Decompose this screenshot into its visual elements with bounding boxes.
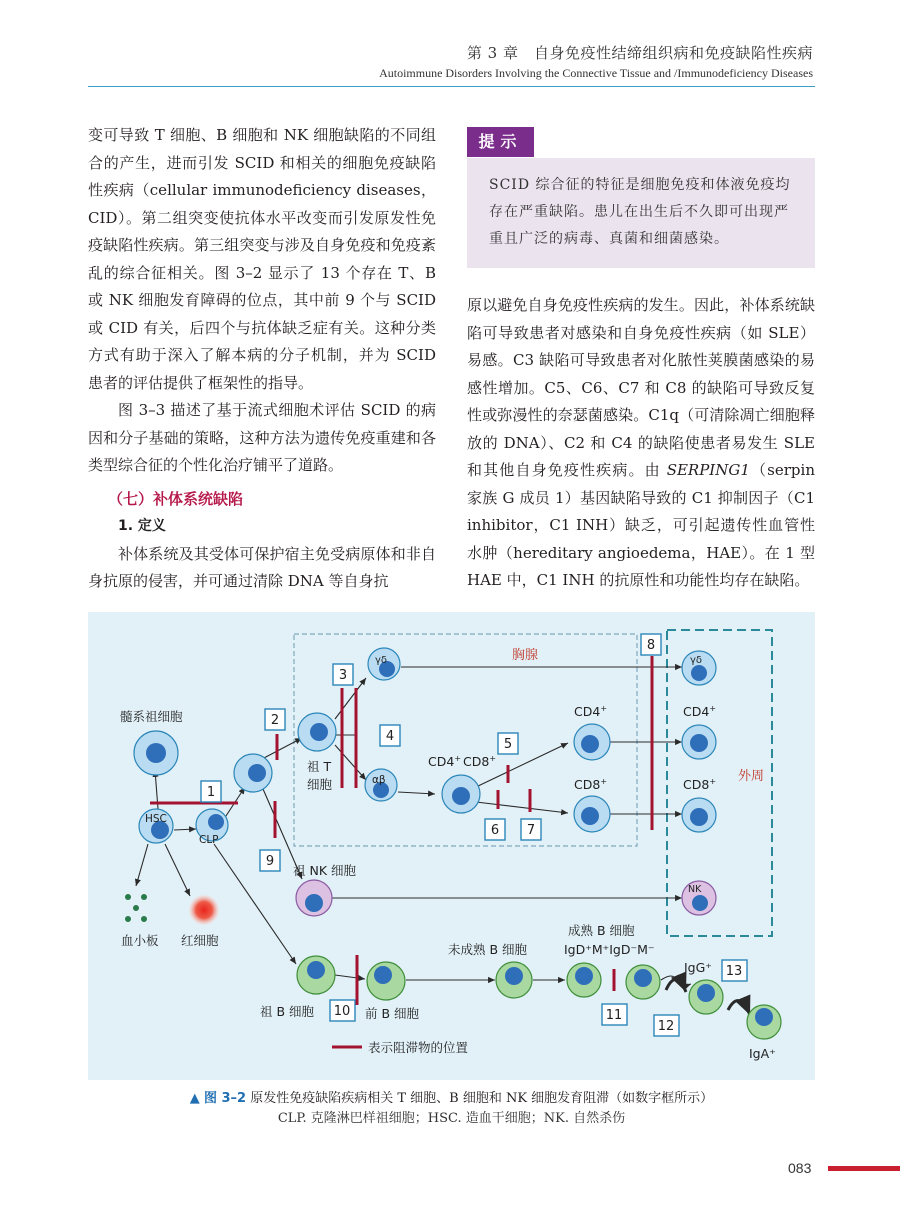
cell-pro-b <box>297 956 335 994</box>
legend-text: 表示阻滞物的位置 <box>368 1040 469 1055</box>
header-rule <box>88 86 815 87</box>
label-sup: + <box>709 777 717 786</box>
label-cd4-out-text: CD4 <box>683 704 710 719</box>
label-gd-out: γδ <box>690 655 703 666</box>
caption-figure-number: 图 3–2 <box>203 1091 247 1106</box>
label-ab: αβ <box>372 774 386 786</box>
cell-pro-t <box>298 713 336 751</box>
sub-heading: 1. 定义 <box>118 518 166 534</box>
section-heading: （七）补体系统缺陷 <box>108 489 244 508</box>
label-hsc: HSC <box>145 813 167 825</box>
arrow <box>165 844 190 896</box>
arrow <box>174 829 196 830</box>
paragraph <box>467 292 815 595</box>
caption-subtitle: CLP. 克隆淋巴样祖细胞；HSC. 造血干细胞；NK. 自然杀伤 <box>277 1111 626 1126</box>
figure-caption <box>88 1089 815 1129</box>
text-run: （serpin 家族 G 成员 1）基因缺陷导致的 C1 抑制因子（C1 inhibitor，C1 INH）缺乏，可引起遗传性血管性水肿（hereditary angioedema，HAE）。在 1 型 HAE 中，C1 INH 的抗原性和功能性均存在缺陷。 <box>467 461 815 589</box>
cell-mature-b-2 <box>626 965 660 999</box>
switch-arrow <box>666 979 686 992</box>
arrow <box>214 844 296 964</box>
label-sup: + <box>454 754 462 763</box>
switch-arrow <box>728 1001 750 1015</box>
periphery-label: 外周 <box>738 769 765 784</box>
block-number: 6 <box>490 823 500 838</box>
label-dp-a: CD4 <box>428 754 455 769</box>
cell-cd4-periph <box>682 725 716 759</box>
block-number: 10 <box>333 1004 351 1019</box>
label-cd4-text: CD4 <box>574 704 601 719</box>
block-number: 2 <box>270 713 280 728</box>
block-number: 4 <box>385 729 395 744</box>
arrow <box>476 802 568 813</box>
block-number: 7 <box>526 823 536 838</box>
label-pro-b: 祖 B 细胞 <box>260 1004 315 1019</box>
cell-cd8-periph <box>682 798 716 832</box>
cell-pre-b <box>367 962 405 1000</box>
text-run: 原以避免自身免疫性疾病的发生。因此，补体系统缺陷可导致患者对感染和自身免疫性疾病（如 SLE）易感。C3 缺陷可导致患者对化脓性荚膜菌感染的易感性增加。C5、C6、C7 和 C8 的缺陷可导致反复性或弥漫性的奈瑟菌感染。C1q（可清除凋亡细胞释放的 DNA）、C2 和 C4 的缺陷使患者易发生 SLE 和其他自身免疫性疾病。由 <box>467 296 815 479</box>
running-header-zh: 第 3 章 自身免疫性结缔组织病和免疫缺陷性疾病 <box>466 44 813 62</box>
arrow <box>335 745 366 780</box>
arrow <box>476 743 568 787</box>
block-number: 1 <box>206 785 216 800</box>
cell-iga <box>747 1005 781 1039</box>
label-rbc: 红细胞 <box>181 933 219 948</box>
right-column <box>467 292 815 595</box>
tip-box: SCID 综合征的特征是细胞免疫和体液免疫均存在严重缺陷。患儿在出生后不久即可出现严重且广泛的病毒、真菌和细菌感染。 <box>467 158 815 268</box>
label-mature-b-ig: IgD⁺M⁺IgD⁻M⁻ <box>564 942 655 957</box>
red-blood-cell <box>189 895 219 925</box>
cell-pro-nk <box>296 880 332 916</box>
page-number-bar <box>828 1166 900 1171</box>
label-cd4-out <box>683 704 716 719</box>
gene-name: SERPING1 <box>666 461 750 479</box>
label-sup: + <box>709 704 717 713</box>
label-pro-nk: 祖 NK 细胞 <box>293 863 356 878</box>
block-number: 3 <box>338 668 348 683</box>
label-cd8-out-text: CD8 <box>683 777 710 792</box>
cell-lymphoid-progenitor <box>234 754 272 792</box>
label-sup: + <box>489 754 497 763</box>
page-number: 083 <box>788 1160 812 1176</box>
left-column <box>88 122 436 596</box>
label-nk: NK <box>688 884 702 895</box>
cell-double-positive <box>442 775 480 813</box>
label-mature-b: 成熟 B 细胞 <box>568 923 635 938</box>
caption-marker: ▲ <box>189 1091 200 1106</box>
block-number: 5 <box>503 737 513 752</box>
arrow <box>262 738 302 759</box>
block-number: 8 <box>646 638 656 653</box>
cell-igg <box>689 980 723 1014</box>
label-pre-b: 前 B 细胞 <box>365 1006 420 1021</box>
label-dp <box>428 754 496 769</box>
paragraph: 补体系统及其受体可保护宿主免受病原体和非自身抗原的侵害，并可通过清除 DNA 等自身抗 <box>88 544 436 590</box>
caption-title-text: 原发性免疫缺陷疾病相关 T 细胞、B 细胞和 NK 细胞发育阻滞（如数字框所示） <box>250 1091 714 1106</box>
label-pro-t: 祖 T <box>307 759 332 774</box>
label-iga: IgA⁺ <box>749 1046 776 1061</box>
running-header-en: Autoimmune Disorders Involving the Connective Tissue and /Immunodeficiency Diseases <box>379 66 813 80</box>
label-myeloid: 髓系祖细胞 <box>120 709 183 724</box>
label-pro-t-2: 细胞 <box>307 777 333 792</box>
label-cd8-text: CD8 <box>574 777 601 792</box>
label-dp-b: CD8 <box>463 754 490 769</box>
platelets <box>125 894 147 922</box>
paragraph: 图 3–3 描述了基于流式细胞术评估 SCID 的病因和分子基础的策略，这种方法为遗传免疫重建和各类型综合征的个性化治疗铺平了道路。 <box>88 401 436 474</box>
label-cd4 <box>574 704 607 719</box>
arrow <box>335 975 365 979</box>
label-gd: γδ <box>375 655 388 666</box>
paragraph: 变可导致 T 细胞、B 细胞和 NK 细胞缺陷的不同组合的产生，进而引发 SCID 和相关的细胞免疫缺陷性疾病（cellular immunodeficiency diseases，CID）。第二组突变使抗体水平改变而引发原发性免疫缺陷性疾病。第三组突变与涉及自身免疫和免疫紊乱的综合征相关。图 3–2 显示了 13 个存在 T、B 或 NK 细胞发育障碍的位点，其中前 9 个与 SCID 或 CID 有关，后四个与抗体缺乏症有关。这种分类方式有助于深入了解本病的分子机制，并为 SCID 患者的评估提供了框架性的指导。 <box>88 126 436 392</box>
label-cd8 <box>574 777 607 792</box>
block-number: 12 <box>657 1019 675 1034</box>
label-cd8-out <box>683 777 716 792</box>
cell-cd4-thymus <box>574 724 610 760</box>
figure-3-2 <box>88 612 815 1080</box>
block-number: 9 <box>265 854 275 869</box>
arrow <box>398 792 435 794</box>
thymus-label: 胸腺 <box>512 648 539 663</box>
cell-cd8-thymus <box>574 796 610 832</box>
block-number: 13 <box>725 964 743 979</box>
label-immature-b: 未成熟 B 细胞 <box>448 942 528 957</box>
cell-mature-b-1 <box>567 963 601 997</box>
cell-myeloid <box>134 731 178 775</box>
block-number: 11 <box>605 1008 623 1023</box>
label-platelet: 血小板 <box>121 933 159 948</box>
cell-immature-b <box>496 962 532 998</box>
label-clp: CLP <box>199 834 219 846</box>
label-sup: + <box>600 777 608 786</box>
label-sup: + <box>600 704 608 713</box>
label-igg: IgG⁺ <box>684 960 712 975</box>
arrow <box>136 844 148 886</box>
caption-title <box>88 1089 815 1109</box>
tip-label: 提示 <box>467 127 534 157</box>
